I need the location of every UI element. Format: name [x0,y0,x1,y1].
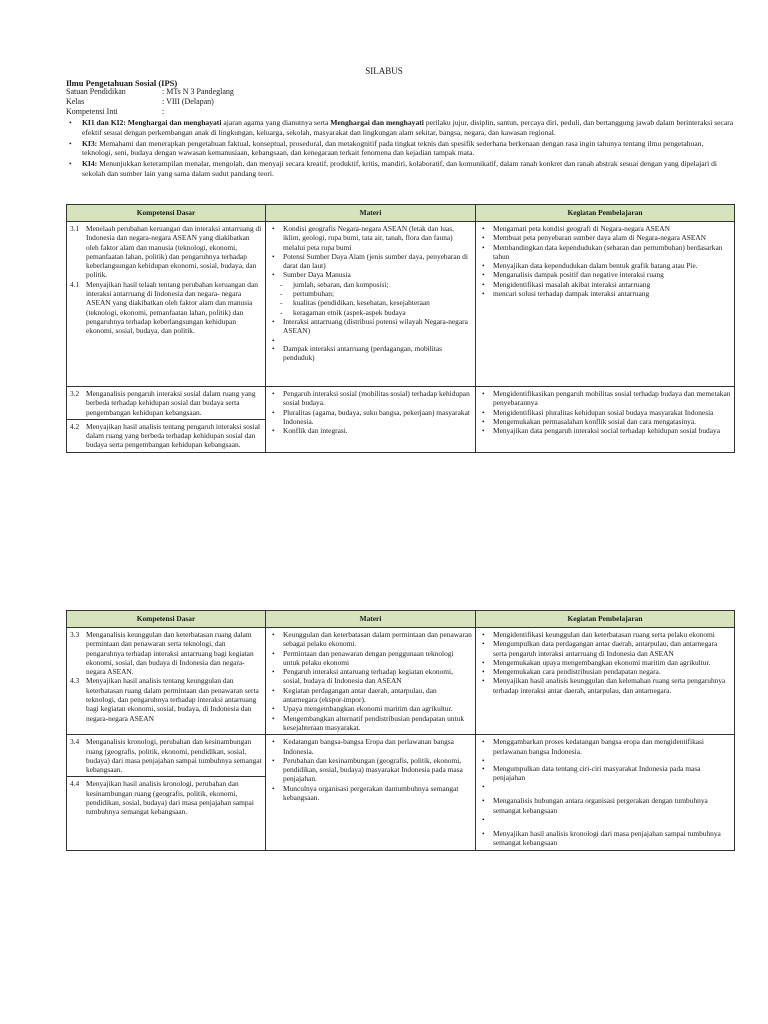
header-materi: Materi [266,611,476,628]
school-info [66,87,234,117]
list-item: • Membuat peta penyebaran sumber daya alam di Negara-negara ASEAN [479,233,731,242]
list-item: • Mengumpulkan data perdagangan antar daerah, antarpulau, dan antarnegara serta pengaruh interaksi antarruang di Indonesia dan ASEAN [479,639,731,658]
materi-list [269,630,472,732]
kd-number: 4.2 [70,421,80,431]
list-item: - keragaman etnik (aspek-aspek budaya [269,308,472,317]
kd-text: Menganalisis keunggulan dan keterbatasan ruang dalam permintaan dan penawaran serta teknologi, dan pengaruhnya terhadap interaksi antarruang bagi kegiatan ekonomi, sosial, dan budaya di Indonesia dan negara-negara ASEAN. [86,630,254,677]
subject-heading: Ilmu Pengetahuan Sosial (IPS) [66,78,178,88]
ki-body: Memahami dan menerapkan pengetahuan faktual, konseptual, prosedural, dan metakognitif pada tingkat teknis dan spesifik sederhana berkenaan dengan rasa ingin tahunya tentang ilmu pengetahuan, teknologi, seni, budaya dengan wawasan kemanusiaan, kebangsaan, dan kenegaraan terkait fenomena dan kejadian tampak mata. [82,138,704,157]
list-item: • Mengembangkan alternatif pendistribusian pendapatan untuk kesejahteraan masyarakat. [269,714,472,733]
list-item: • Membandingkan data kependudukan (sebaran dan pertumbuhan) berdasarkan tahun [479,243,731,262]
list-item: • Menyajikan hasil analisis keunggulan dan kelemahan ruang serta pengaruhnya terhadap interaksi antar daerah, antarpulau, dan antarnegara. [479,676,731,695]
ki-body: Menunjukkan keterampilan menalar, mengolah, dan menyaji secara kreatif, produktif, kritis, mandiri, kolaboratif, dan komunikatif, dalam ranah konkret dan ranah abstrak sesuai dengan yang dipelajari di sekolah dan sumber lain yang sama dalam sudut pandang teori. [82,159,718,178]
info-row [66,107,234,117]
info-label: Kelas [66,97,85,106]
materi-cell [266,387,476,453]
list-item: • Munculnya organisasi pergerakan dantumbuhnya semangat kebangsaan. [269,784,472,803]
divider [67,776,265,777]
list-item: • Permintaan dan penawaran dengan penggunaan teknologi untuk pelaku ekonomi [269,649,472,668]
list-item: • Mengidentifikasi pluralitas kehidupan sosial budaya masyarakat Indonesia [479,408,731,417]
kd-item [70,389,262,417]
list-item: • Interaksi antarruang (distribusi potensi wilayah Negara-negara ASEAN) [269,317,472,336]
list-item: • Pengaruh interaksi sosial (mobilitas sosial) terhadap kehidupan sosial budaya. [269,389,472,408]
kd-text: Menyajikan hasil analisis tentang keunggulan dan keterbatasan ruang dalam permintaan dan penawaran serta teknologi, dan pengaruhnya terhadap interaksi antarruang bagi kegiatan ekonomi, sosial, budaya, di Indonesia dan negara-negara ASEAN [86,676,259,723]
list-item: • Mengemukakan cara pendistribusian pendapatan negara. [479,667,731,676]
list-item: • Pengaruh interaksi antaruang terhadap kegiatan ekonomi, sosial, budaya di Indonesia dan ASEAN [269,667,472,686]
list-item: • Menganalisis hubungan antara organisasi pergerakan dengan tumbuhnya semangat kebangsaan [479,796,731,815]
info-label: Kompetensi Inti [66,107,118,116]
header-materi: Materi [266,205,476,222]
list-item: • Menggambarkan proses kedatangan bangsa eropa dan mengidentifikasi perlawanan bangsa Indonesia. [479,737,731,756]
ki-item [66,118,734,137]
list-item: • Mengidentifikasi keunggulan dan keterbatasan ruang serta pelaku ekonomi [479,630,731,639]
kegiatan-list [479,737,731,847]
info-row [66,97,234,107]
kd-cell [67,735,266,850]
ki-tail: perilaku jujur, disiplin, santun, percaya diri, peduli, dan bertanggung jawab dalam berinteraksi secara efektif sesuai dengan perkembangan anak di lingkungan, keluarga, sekolah, masyarakat dan lingkungan alam sekitar, bangsa, negara, dan kawasan regional. [82,118,734,137]
kd-item [70,422,262,450]
syllabus-table-2 [66,610,735,851]
list-item: • Mengemukakan upaya mengembangkan ekonomi maritim dan agrikultur. [479,658,731,667]
table-row [67,735,735,850]
kegiatan-cell [476,222,735,387]
list-item: • Menyajikan data kependudukan dalam bentuk grafik batang atau Pie. [479,261,731,270]
list-item: • Perubahan dan kesinambungan (geografis, politik, ekonomi, pendidikan, sosial, budaya) masyarakat Indonesia pada masa penjajahan. [269,756,472,784]
kd-text: Menyajikan hasil analisis tentang pengaruh interaksi sosial dalam ruang yang berbeda terhadap kehidupan sosial dan budaya serta pengembangan kehidupan kebangsaan. [86,421,261,450]
header-kd: Kompetensi Dasar [67,205,266,222]
kd-number: 3.3 [70,630,80,639]
spacer [269,336,472,344]
table-header-row [67,205,735,222]
kd-item [70,676,262,722]
kegiatan-cell [476,387,735,453]
list-item: - jumlah, sebaran, dan komposisi; [269,280,472,289]
list-item: • Mengumpulkan data tentang ciri-ciri masyarakat Indonesia pada masa penjajahan [479,764,731,783]
kegiatan-cell [476,735,735,850]
table-header-row [67,611,735,628]
ki-head: KI1 dan KI2: Menghargai dan menghayati [82,118,222,127]
ki-item [66,159,734,178]
table-row [67,628,735,735]
kd-item [70,630,262,676]
kd-item [70,779,262,816]
kd-text: Menganalisis kronologi, perubahan dan kesinambungan ruang (geografis, politik, ekonomi, pendidikan, sosial, budaya) dari masa penjajahan sampai tumbuhnya semangat kebangsaan. [86,737,262,775]
kd-number: 4.1 [70,279,80,289]
list-item: • Menyajikan data pengaruh interaksi social terhadap kehidupan sosial budaya [479,426,731,435]
ki-head: KI3: [82,138,98,148]
ki-body: ajaran agama yang dianutnya serta [221,118,331,127]
list-item: • Kondisi geografis Negara-negara ASEAN (letak dan luas, iklim, geologi, rupa bumi, tata air, tanah, flora dan fauna) melalui peta rupa bumi [269,224,472,252]
list-item: • Pluralitas (agama, budaya, suku bangsa, pekerjaan) masyarakat Indonesia. [269,408,472,427]
spacer [479,815,731,829]
list-item: • Dampak interaksi antarruang (perdagangan, mobilitas penduduk) [269,344,472,363]
table-row [67,222,735,387]
list-item: • Konflik dan integrasi. [269,426,472,435]
kd-item [70,737,262,774]
list-item: • Keunggulan dan keterbatasan dalam permintaan dan penawaran sebagai pelaku ekonomi. [269,630,472,649]
ki-head: KI4: [82,159,98,168]
list-item: - pertumbuhan; [269,289,472,298]
core-competencies [66,118,734,180]
ki-bold: Menghargai dan menghayati [330,118,424,127]
list-item: • Upaya mengembangkan ekonomi maritim dan agrikultur. [269,704,472,713]
page-title: SILABUS [365,66,403,76]
list-item: • mencari solusi terhadap dampak interaksi antarruang [479,289,731,298]
list-item: • Mengidentifikasi masalah akibat interaksi antarruang [479,280,731,289]
info-value: : [162,107,165,116]
header-kd: Kompetensi Dasar [67,611,266,628]
kd-item [70,224,262,280]
materi-list [269,224,472,362]
kd-number: 4.4 [70,779,80,789]
list-item: • Menganalisis dampak positif dan negative interaksi ruang [479,270,731,279]
info-value: : VIII (Delapan) [162,97,214,106]
kd-text: Menyajikan hasil analisis kronologi, perubahan dan kesinambungan ruang (geografis, politik, ekonomi, pendidikan, sosial, budaya) dari masa penjajahan sampai tumbuhnya semangat kebangsaan. [86,779,254,817]
kegiatan-list [479,389,731,435]
spacer [479,782,731,796]
syllabus-table-1 [66,204,735,453]
materi-list [269,737,472,802]
info-row [66,87,234,97]
header-kegiatan: Kegiatan Pembelajaran [476,611,735,628]
divider [67,419,265,420]
materi-list [269,389,472,435]
kd-text: Menyajikan hasil telaah tentang perubahan keruangan dan interaksi antarruang di Indonesia dan negara- negara ASEAN yang diakibatkan oleh faktor alam dan manusia (teknologi, ekonomi, pemanfaatan lahan, politik) dan pengaruhnya terhadap keberlangsungan kehidupan ekonomi, sosial, budaya, dan politik. [86,279,258,336]
ki-item [66,139,734,158]
kd-cell [67,628,266,735]
table-row [67,387,735,453]
list-item: • Mengemukakan permasalahan konflik sosial dan cara mengatasinya. [479,417,731,426]
list-item: - kualitas (pendidikan, kesehatan, kesejahteraan [269,298,472,307]
kd-text: Menganalisis pengaruh interaksi sosial dalam ruang yang berbeda terhadap kehidupan sosial dan budaya serta pengembangan kehidupan kebangsaan. [86,389,256,417]
materi-cell [266,628,476,735]
kd-number: 4.3 [70,676,80,686]
kd-text: Menelaah perubahan keruangan dan interaksi antarruang di Indonesia dan negara-negara ASEAN yang diakibatkan oleh faktor alam dan manusia (teknologi, ekonomi, pemanfaatan lahan, politik) dan pengaruhnya terhadap keberlangsungan kehidupan ekonomi, sosial, budaya, dan politik. [86,224,262,280]
materi-cell [266,222,476,387]
info-label: Satuan Pendidikan [66,87,126,96]
kegiatan-cell [476,628,735,735]
kd-number: 3.4 [70,737,80,747]
header-kegiatan: Kegiatan Pembelajaran [476,205,735,222]
kegiatan-list [479,224,731,298]
list-item: • Menyajikan hasil analisis kronologi dari masa penjajahan sampai tumbuhnya semangat kebangsaan [479,829,731,848]
list-item: • Potensi Sumber Daya Alam (jenis sumber daya, penyebaran di darat dan laut) [269,252,472,271]
materi-cell [266,735,476,850]
kegiatan-list [479,630,731,695]
list-item: • Mengidentifikasikan pengaruh mobilitas sosial terhadap budaya dan memetakan penyebarannya [479,389,731,408]
kd-number: 3.1 [70,224,80,233]
kd-cell [67,387,266,453]
kd-number: 3.2 [70,389,80,398]
info-value: : MTs N 3 Pandeglang [162,87,234,96]
spacer [479,756,731,764]
kd-item [70,280,262,336]
list-item: • Sumber Daya Manusia [269,270,472,279]
list-item: • Kegiatan perdagangan antar daerah, antarpulau, dan antarnegara (ekspor-impor). [269,686,472,705]
kd-cell [67,222,266,387]
list-item: • Kedatangan bangsa-bangsa Eropa dan perlawanan bangsa Indonesia. [269,737,472,756]
list-item: • Mengamati peta kondisi geografi di Negara-negara ASEAN [479,224,731,233]
